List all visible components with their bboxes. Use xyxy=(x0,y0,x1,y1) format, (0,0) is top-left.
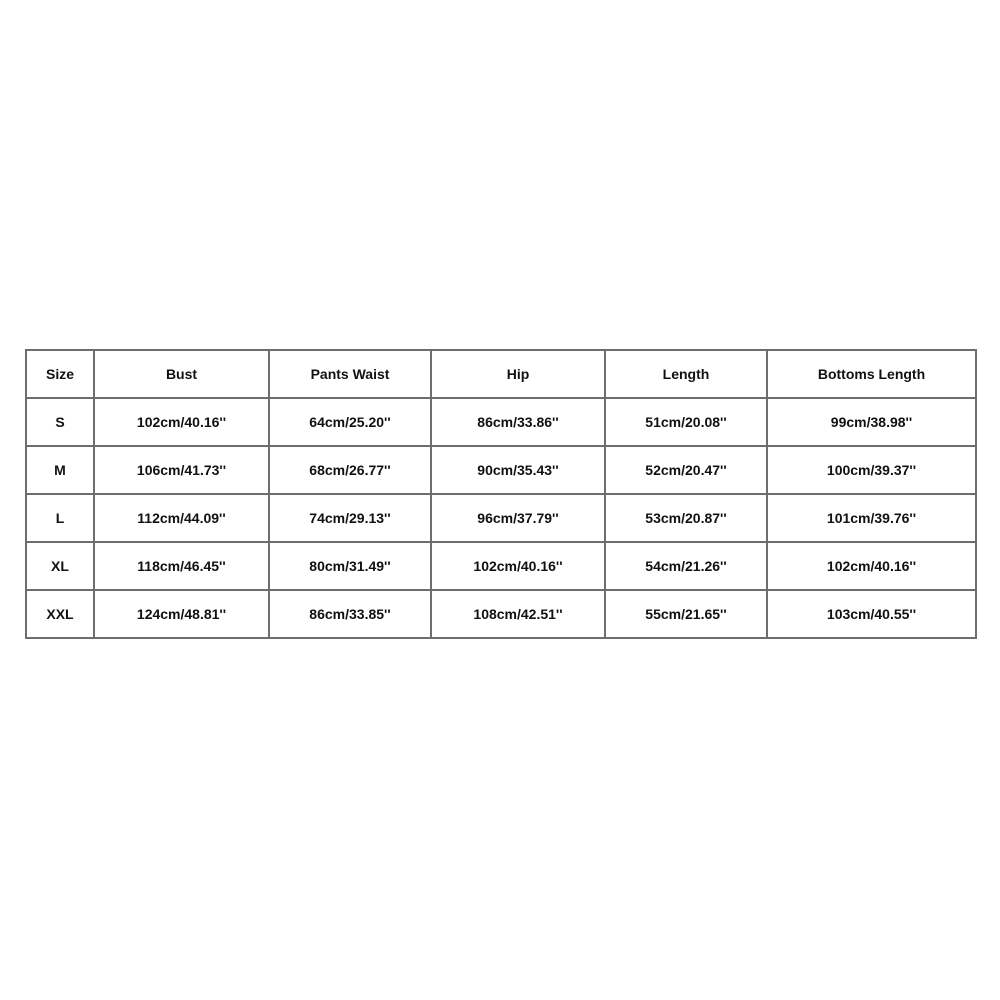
header-cell-bust: Bust xyxy=(94,350,269,398)
pants-waist-cell: 80cm/31.49'' xyxy=(269,542,431,590)
table-row xyxy=(26,398,976,446)
pants-waist-cell: 86cm/33.85'' xyxy=(269,590,431,638)
pants-waist-cell: 64cm/25.20'' xyxy=(269,398,431,446)
bottoms-length-cell: 99cm/38.98'' xyxy=(767,398,976,446)
size-cell: S xyxy=(26,398,94,446)
length-cell: 52cm/20.47'' xyxy=(605,446,767,494)
bottoms-length-cell: 102cm/40.16'' xyxy=(767,542,976,590)
header-cell-bottoms-length: Bottoms Length xyxy=(767,350,976,398)
header-row xyxy=(26,350,976,398)
size-chart-table xyxy=(25,349,977,639)
table-row xyxy=(26,542,976,590)
size-cell: XL xyxy=(26,542,94,590)
table-row xyxy=(26,590,976,638)
header-cell-pants-waist: Pants Waist xyxy=(269,350,431,398)
header-cell-length: Length xyxy=(605,350,767,398)
length-cell: 51cm/20.08'' xyxy=(605,398,767,446)
size-cell: L xyxy=(26,494,94,542)
hip-cell: 90cm/35.43'' xyxy=(431,446,605,494)
bottoms-length-cell: 100cm/39.37'' xyxy=(767,446,976,494)
length-cell: 53cm/20.87'' xyxy=(605,494,767,542)
length-cell: 55cm/21.65'' xyxy=(605,590,767,638)
size-cell: M xyxy=(26,446,94,494)
bust-cell: 112cm/44.09'' xyxy=(94,494,269,542)
bust-cell: 124cm/48.81'' xyxy=(94,590,269,638)
pants-waist-cell: 68cm/26.77'' xyxy=(269,446,431,494)
header-cell-hip: Hip xyxy=(431,350,605,398)
hip-cell: 96cm/37.79'' xyxy=(431,494,605,542)
hip-cell: 102cm/40.16'' xyxy=(431,542,605,590)
bottoms-length-cell: 103cm/40.55'' xyxy=(767,590,976,638)
table-row xyxy=(26,446,976,494)
header-cell-size: Size xyxy=(26,350,94,398)
table-row xyxy=(26,494,976,542)
hip-cell: 86cm/33.86'' xyxy=(431,398,605,446)
pants-waist-cell: 74cm/29.13'' xyxy=(269,494,431,542)
bottoms-length-cell: 101cm/39.76'' xyxy=(767,494,976,542)
bust-cell: 102cm/40.16'' xyxy=(94,398,269,446)
length-cell: 54cm/21.26'' xyxy=(605,542,767,590)
bust-cell: 106cm/41.73'' xyxy=(94,446,269,494)
size-cell: XXL xyxy=(26,590,94,638)
bust-cell: 118cm/46.45'' xyxy=(94,542,269,590)
hip-cell: 108cm/42.51'' xyxy=(431,590,605,638)
